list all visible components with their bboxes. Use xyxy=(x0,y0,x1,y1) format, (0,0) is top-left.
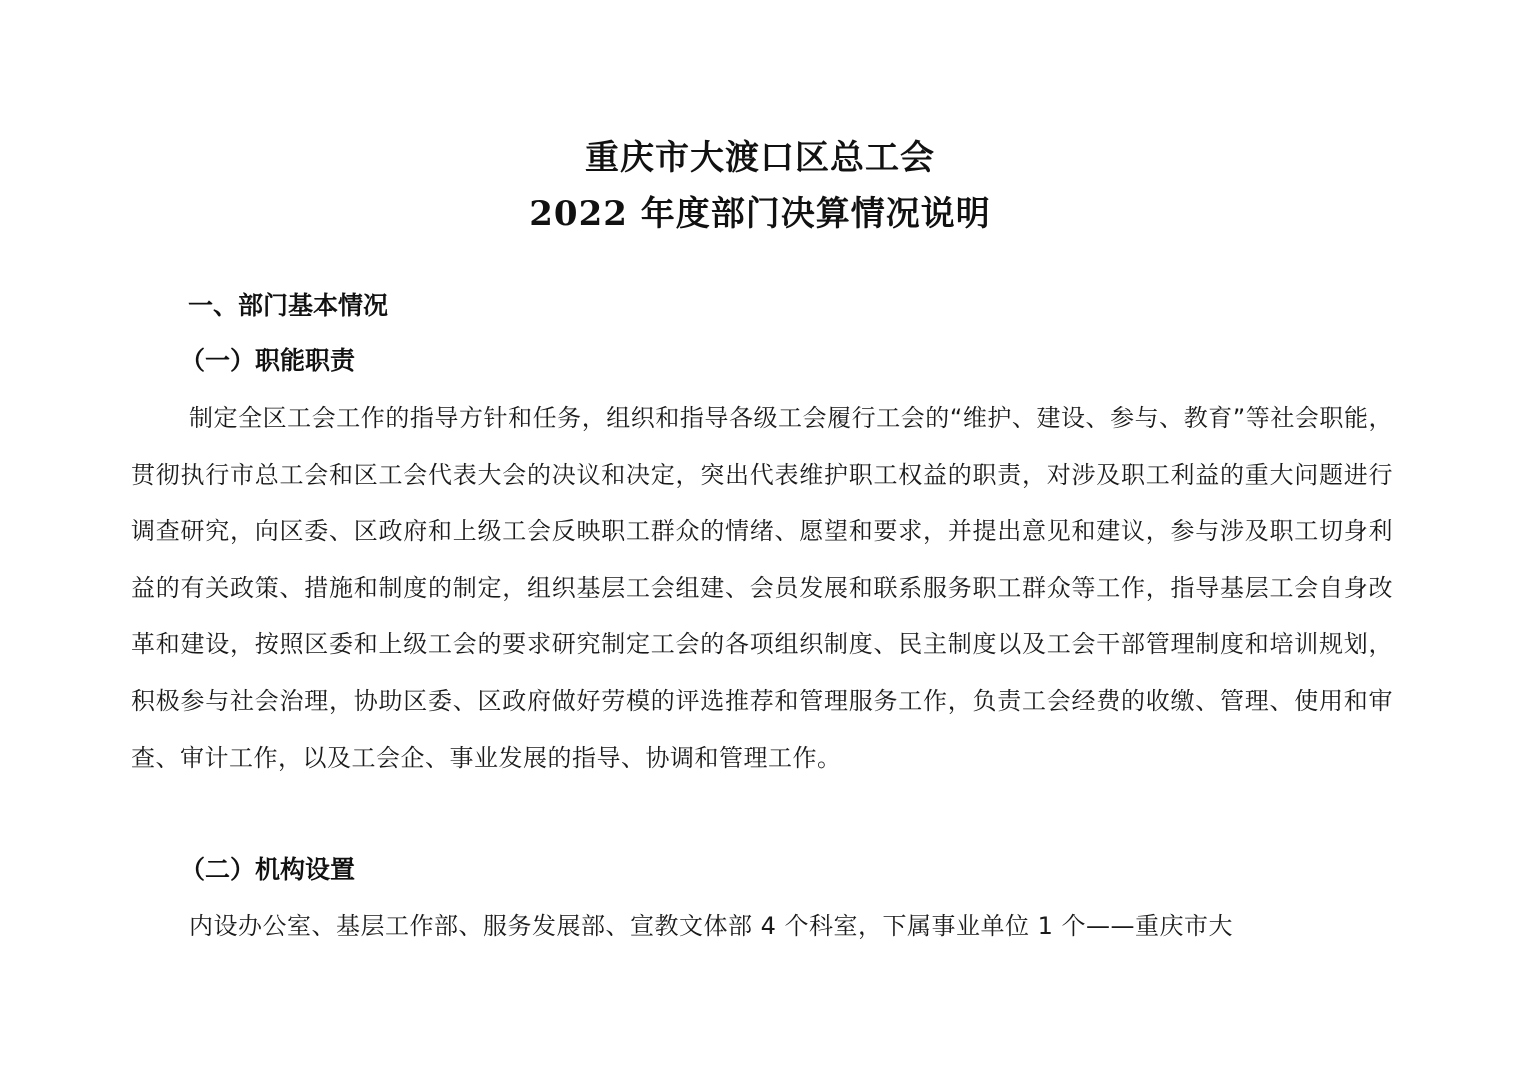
section-heading-basic-info: 一、部门基本情况 xyxy=(188,291,389,320)
subsection-heading-organization: （二）机构设置 xyxy=(180,855,356,884)
paragraph-organization: 内设办公室、基层工作部、服务发展部、宣教文体部 4 个科室，下属事业单位 1 个——重庆市大 xyxy=(189,912,1234,940)
document-title-line2: 2022 年度部门决算情况说明 xyxy=(529,194,991,234)
document-title-line1: 重庆市大渡口区总工会 xyxy=(585,138,935,178)
paragraph-functions: 制定全区工会工作的指导方针和任务，组织和指导各级工会履行工会的“维护、建设、参与、教育”等社会职能，贯彻执行市总工会和区工会代表大会的决议和决定，突出代表维护职工权益的职责，对涉及职工利益的重大问题进行调查研究，向区委、区政府和上级工会反映职工群众的情绪、愿望和要求，并提出意见和建议，参与涉及职工切身利益的有关政策、措施和制度的制定，组织基层工会组建、会员发展和联系服务职工群众等工作，指导基层工会自身改革和建设，按照区委和上级工会的要求研究制定工会的各项组织制度、民主制度以及工会干部管理制度和培训规划，积极参与社会治理，协助区委、区政府做好劳模的评选推荐和管理服务工作，负责工会经费的收缴、管理、使用和审查、审计工作，以及工会企、事业发展的指导、协调和管理工作。 xyxy=(131,404,1393,772)
subsection-heading-functions: （一）职能职责 xyxy=(180,346,356,375)
